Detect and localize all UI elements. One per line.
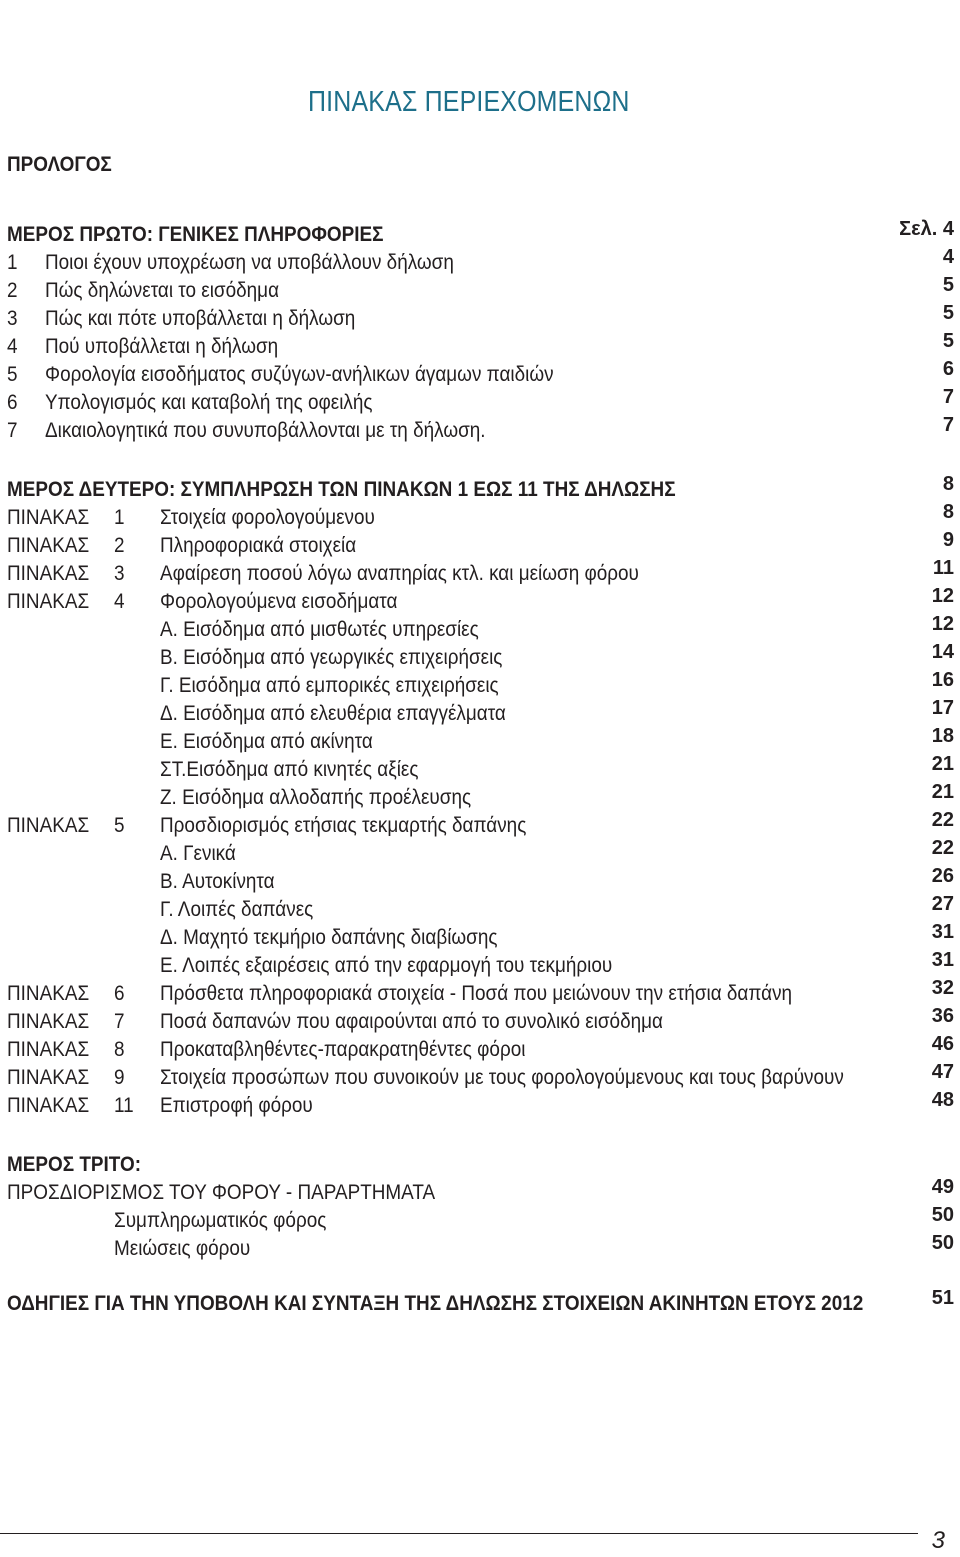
list-item: 7 Δικαιολογητικά που συνυποβάλλονται με τη δήλωση. 7	[7, 414, 954, 442]
table-of-contents	[7, 150, 957, 1317]
list-item: 6 Υπολογισμός και καταβολή της οφειλής 7	[7, 386, 954, 414]
table-row: ΠΙΝΑΚΑΣ 4 Φορολογούμενα εισοδήματα 12	[7, 585, 954, 613]
footer-divider	[0, 1533, 918, 1534]
table-row: Α. Γενικά 22	[160, 837, 954, 865]
list-item: 1 Ποιοι έχουν υποχρέωση να υποβάλλουν δήλωση 4	[7, 246, 954, 274]
part2-heading: ΜΕΡΟΣ ΔΕΥΤΕΡΟ: ΣΥΜΠΛΗΡΩΣΗ ΤΩΝ ΠΙΝΑΚΩΝ 1 ΕΩΣ 11 ΤΗΣ ΔΗΛΩΣΗΣ	[7, 477, 676, 501]
part3-subheading: ΠΡΟΣΔΙΟΡΙΣΜΟΣ ΤΟΥ ΦΟΡΟΥ - ΠΑΡΑΡΤΗΜΑΤΑ	[7, 1180, 436, 1204]
table-row: ΠΙΝΑΚΑΣ 1 Στοιχεία φορολογούμενου 8	[7, 501, 954, 529]
part2-heading-row	[7, 475, 957, 503]
preface-heading	[7, 150, 957, 178]
list-item: 3 Πώς και πότε υποβάλλεται η δήλωση 5	[7, 302, 954, 330]
part1-heading: ΜΕΡΟΣ ΠΡΩΤΟ: ΓΕΝΙΚΕΣ ΠΛΗΡΟΦΟΡΙΕΣ	[7, 222, 384, 246]
list-item: Μειώσεις φόρου 50	[114, 1232, 954, 1260]
part3-heading-row	[7, 1150, 957, 1178]
table-row: ΠΙΝΑΚΑΣ 8 Προκαταβληθέντες-παρακρατηθέντες φόροι 46	[7, 1033, 954, 1061]
table-row: Β. Εισόδημα από γεωργικές επιχειρήσεις 14	[160, 641, 954, 669]
table-row: Δ. Μαχητό τεκμήριο δαπάνης διαβίωσης 31	[160, 921, 954, 949]
part3-subheading-page: 49	[931, 1176, 954, 1198]
list-item: 5 Φορολογία εισοδήματος συζύγων-ανήλικων άγαμων παιδιών 6	[7, 358, 954, 386]
instructions-heading-row	[7, 1289, 957, 1317]
table-row: Δ. Εισόδημα από ελευθέρια επαγγέλματα 17	[160, 697, 954, 725]
list-item: Συμπληρωματικός φόρος 50	[114, 1204, 954, 1232]
table-row: ΠΙΝΑΚΑΣ 5 Προσδιορισμός ετήσιας τεκμαρτής δαπάνης 22	[7, 809, 954, 837]
table-row: Ζ. Εισόδημα αλλοδαπής προέλευσης 21	[160, 781, 954, 809]
part3-subheading-row	[7, 1178, 957, 1206]
list-item: 2 Πώς δηλώνεται το εισόδημα 5	[7, 274, 954, 302]
table-row: Γ. Λοιπές δαπάνες 27	[160, 893, 954, 921]
table-row: ΠΙΝΑΚΑΣ 6 Πρόσθετα πληροφοριακά στοιχεία - Ποσά που μειώνουν την ετήσια δαπάνη 32	[7, 977, 954, 1005]
table-row: ΠΙΝΑΚΑΣ 9 Στοιχεία προσώπων που συνοικούν με τους φορολογούμενους και τους βαρύνουν 47	[7, 1061, 954, 1089]
instructions-heading: ΟΔΗΓΙΕΣ ΓΙΑ ΤΗΝ ΥΠΟΒΟΛΗ ΚΑΙ ΣΥΝΤΑΞΗ ΤΗΣ ΔΗΛΩΣΗΣ ΣΤΟΙΧΕΙΩΝ ΑΚΙΝΗΤΩΝ ΕΤΟΥΣ 2012	[7, 1291, 864, 1315]
table-row: ΠΙΝΑΚΑΣ 11 Επιστροφή φόρου 48	[7, 1089, 954, 1117]
table-row: Γ. Εισόδημα από εμπορικές επιχειρήσεις 16	[160, 669, 954, 697]
table-row: ΠΙΝΑΚΑΣ 7 Ποσά δαπανών που αφαιρούνται από το συνολικό εισόδημα 36	[7, 1005, 954, 1033]
table-row: Ε. Εισόδημα από ακίνητα 18	[160, 725, 954, 753]
part1-page	[899, 215, 954, 243]
part2-page: 8	[942, 473, 954, 495]
table-row: ΠΙΝΑΚΑΣ 3 Αφαίρεση ποσού λόγω αναπηρίας κτλ. και μείωση φόρου 11	[7, 557, 954, 585]
part1-heading-row	[7, 220, 957, 248]
list-item: 4 Πού υποβάλλεται η δήλωση 5	[7, 330, 954, 358]
table-row: ΠΙΝΑΚΑΣ 2 Πληροφοριακά στοιχεία 9	[7, 529, 954, 557]
table-row: Ε. Λοιπές εξαιρέσεις από την εφαρμογή του τεκμήριου 31	[160, 949, 954, 977]
instructions-page: 51	[931, 1287, 954, 1309]
table-row: Β. Αυτοκίνητα 26	[160, 865, 954, 893]
table-row: Α. Εισόδημα από μισθωτές υπηρεσίες 12	[160, 613, 954, 641]
page-number: 3	[931, 1527, 945, 1554]
preface-label: ΠΡΟΛΟΓΟΣ	[7, 152, 112, 176]
page-prefix: Σελ.	[899, 218, 938, 240]
table-row: ΣΤ.Εισόδημα από κινητές αξίες 21	[160, 753, 954, 781]
page-title: ΠΙΝΑΚΑΣ ΠΕΡΙΕΧΟΜΕΝΩΝ	[308, 86, 630, 118]
part3-heading: ΜΕΡΟΣ ΤΡΙΤΟ:	[7, 1152, 141, 1176]
part1-page-number: 4	[942, 218, 954, 240]
